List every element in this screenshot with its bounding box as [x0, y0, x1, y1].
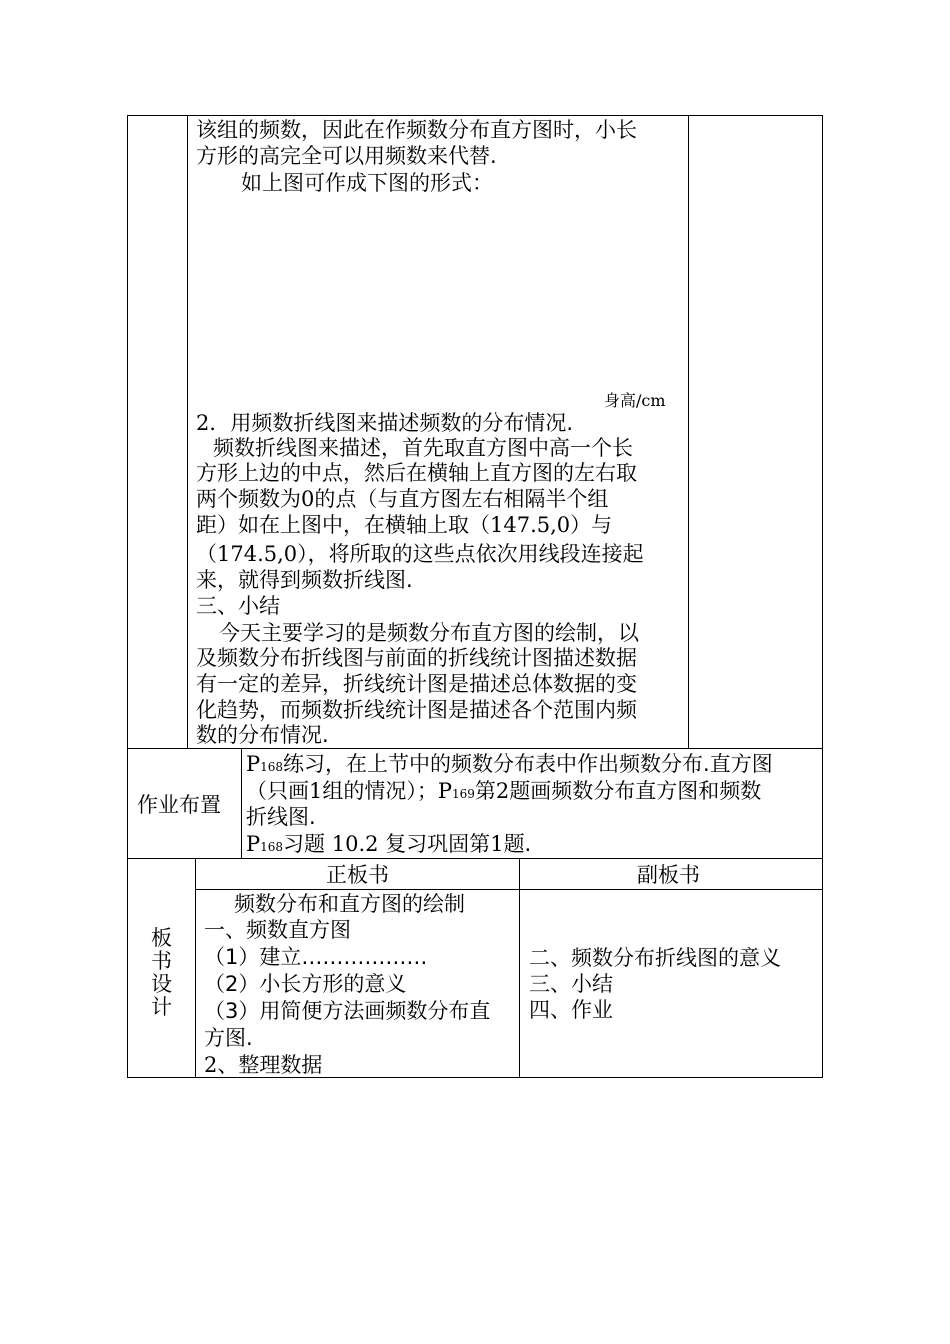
- table-right-border: [822, 115, 823, 1078]
- para1-line-2: 方形上边的中点，然后在横轴上直方图的左右取: [196, 461, 637, 485]
- main-board-line-7-num: 2: [204, 1053, 218, 1077]
- board-header-border: [195, 889, 823, 890]
- board-label-char-3: 设: [151, 972, 172, 996]
- table-top-border: [127, 115, 823, 116]
- para1-line-3: [196, 486, 608, 512]
- homework-num-2a: 1: [309, 779, 323, 803]
- main-board-line-1: 频数分布和直方图的绘制: [234, 892, 465, 916]
- col-divider-left: [187, 115, 188, 749]
- side-board-line-1: 二、频数分布折线图的意义: [529, 946, 781, 970]
- board-label-char-2: 书: [151, 949, 172, 973]
- table-left-border: [127, 115, 128, 1078]
- homework-line-1: [246, 751, 773, 780]
- summary-line-1: 今天主要学习的是频数分布直方图的绘制，以: [219, 621, 639, 645]
- para1-point-1: 147.5,0: [490, 513, 571, 537]
- para1-zero: 0: [301, 487, 315, 511]
- para1-line-4-b: ）与: [570, 513, 613, 537]
- homework-label: 作业布置: [137, 793, 221, 817]
- figure-caption: [604, 388, 666, 414]
- lesson-line-3: 如上图可作成下图的形式：: [241, 171, 493, 195]
- board-middle-divider: [519, 858, 520, 1078]
- homework-page-p-1: P: [246, 752, 261, 776]
- homework-page-num-1: 168: [260, 760, 284, 774]
- para1-line-6: 来，就得到频数折线图.: [196, 568, 413, 592]
- main-board-line-3: （1）建立………………: [204, 945, 428, 969]
- col-divider-right: [688, 115, 689, 749]
- homework-top-border: [127, 748, 823, 749]
- main-board-line-7: [204, 1052, 322, 1078]
- lesson-line-1: 该组的频数，因此在作频数分布直方图时，小长: [196, 118, 637, 142]
- para1-line-1: 频数折线图来描述，首先取直方图中高一个长: [213, 436, 633, 460]
- summary-line-2: 及频数分布折线图与前面的折线统计图描述数据: [196, 646, 637, 670]
- side-board-line-2: 三、小结: [529, 972, 613, 996]
- para1-line-5-b: ），将所取的这些点依次用线段连接起: [297, 542, 644, 566]
- homework-text-4c: 题.: [503, 832, 532, 856]
- homework-text-1: 练习，在上节中的频数分布表中作出频数分布.直方图: [283, 752, 773, 776]
- main-board-line-4: （2）小长方形的意义: [204, 972, 407, 996]
- homework-page-num-2: 169: [452, 787, 475, 801]
- homework-text-2a: （只画: [246, 779, 309, 803]
- board-label-char-4: 计: [151, 995, 172, 1019]
- para1-line-5: [196, 541, 644, 567]
- main-board-header: 正板书: [326, 863, 389, 887]
- homework-exercise-num: 10.2: [331, 832, 379, 856]
- lesson-line-2: 方形的高完全可以用频数来代替.: [196, 144, 497, 168]
- main-board-line-5: （3）用简便方法画频数分布直: [204, 999, 491, 1023]
- para1-line-3-a: 两个频数为: [196, 487, 301, 511]
- homework-text-2c: 第: [474, 779, 496, 803]
- homework-page-p-3: P: [246, 832, 261, 856]
- summary-line-3: 有一定的差异，折线统计图是描述总体数据的变: [196, 672, 637, 696]
- summary-line-4: 化趋势，而频数折线统计图是描述各个范围内频: [196, 698, 637, 722]
- figure-caption-label: 身高/: [604, 391, 642, 410]
- main-board-line-2: 一、频数直方图: [204, 918, 351, 942]
- para1-line-4: [196, 512, 612, 538]
- section2-title: 用频数折线图来描述频数的分布情况.: [230, 411, 574, 435]
- summary-line-5: 数的分布情况.: [196, 723, 329, 747]
- section2-heading: [196, 410, 573, 436]
- section2-number: 2．: [196, 411, 231, 435]
- homework-text-2b: 组的情况）；: [322, 779, 438, 803]
- homework-line-4: [246, 831, 531, 860]
- para1-point-2: 174.5,0: [217, 542, 298, 566]
- para1-line-3-b: 的点（与直方图左右相隔半个组: [314, 487, 609, 511]
- homework-num-4: 1: [490, 832, 504, 856]
- board-label-char-1: 板: [151, 926, 172, 950]
- side-board-line-3: 四、作业: [529, 998, 613, 1022]
- homework-num-2b: 2: [495, 779, 510, 803]
- summary-title: 三、小结: [196, 594, 280, 618]
- main-board-line-7-text: 、整理数据: [217, 1053, 323, 1077]
- figure-caption-unit: cm: [641, 391, 666, 410]
- homework-text-4a: 习题: [283, 832, 326, 856]
- homework-text-4b: 复习巩固第: [385, 832, 491, 856]
- homework-line-3: 折线图.: [246, 805, 316, 829]
- side-board-header: 副板书: [637, 863, 700, 887]
- homework-divider: [241, 748, 242, 858]
- para1-line-4-a: 距）如在上图中，在横轴上取（: [196, 513, 490, 537]
- homework-page-num-3: 168: [260, 840, 284, 854]
- homework-text-2d: 题画频数分布直方图和频数: [509, 779, 762, 803]
- main-board-line-6: 方图.: [204, 1026, 253, 1050]
- homework-line-2: [246, 778, 761, 807]
- homework-page-p-2: P: [437, 779, 453, 803]
- board-label-divider: [195, 858, 196, 1078]
- para1-line-5-a: （: [196, 542, 217, 566]
